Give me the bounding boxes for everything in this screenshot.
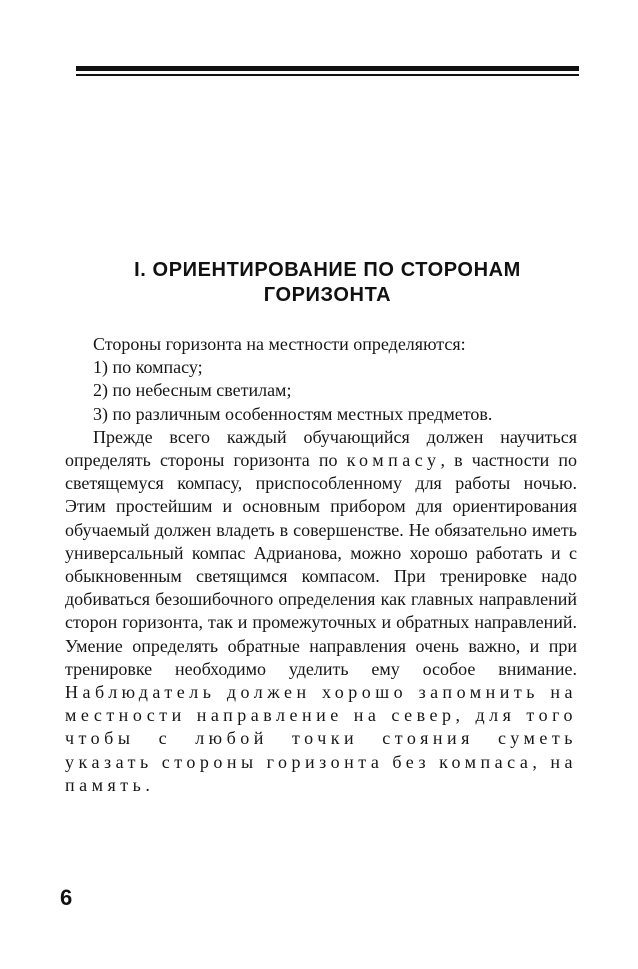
chapter-title — [80, 258, 575, 308]
body-text — [65, 333, 577, 797]
paragraph-main-text-1: Прежде всего каждый обучающийся должен научиться определять стороны горизонта по — [65, 426, 577, 471]
paragraph-main-spaced-compass: компасу — [346, 450, 441, 471]
paragraph-main-spaced-emphasis: Наблюдатель должен хорошо запомнить на местности направление на север, для того чтобы с любой точки стояния суметь указать стороны горизонта без компаса, на память. — [65, 682, 577, 795]
page-number: 6 — [60, 885, 73, 910]
list-item-compass: 1) по компасу; — [93, 357, 203, 378]
header-rule-thin — [76, 74, 579, 76]
list-item-celestial: 2) по небесным светилам; — [93, 380, 292, 401]
chapter-title-line-1: I. ОРИЕНТИРОВАНИЕ ПО СТОРОНАМ — [134, 259, 521, 281]
paragraph-main-text-2: , в частности по светящемуся компасу, приспособленному для работы ночью. Этим простейшим и основным прибором для ориентирования обучаемый должен владеть в совершенстве. Не обязательно иметь универсальный компас Адрианова, можно хорошо работать и с обыкновенным светящимся компасом. При тренировке надо добиваться безошибочного определения как главных направлений сторон горизонта, так и промежуточных и обратных направлений. Умение определять обратные направления очень важно, и при тренировке необходимо уделить ему особое внимание. — [65, 450, 577, 679]
list-item-local-objects: 3) по различным особенностям местных предметов. — [93, 403, 493, 424]
header-rule-thick — [76, 66, 579, 71]
paragraph-intro: Стороны горизонта на местности определяются: — [93, 334, 466, 354]
paragraph-main — [65, 426, 577, 797]
chapter-title-line-2: ГОРИЗОНТА — [263, 284, 392, 306]
